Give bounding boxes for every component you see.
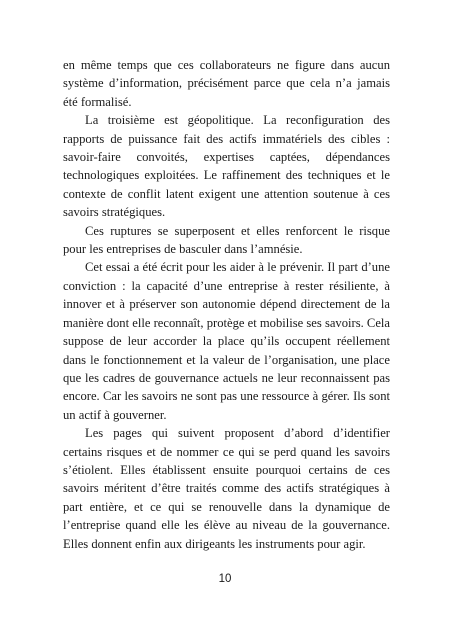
- paragraph-outline: Les pages qui suivent proposent d’abord d’identifier certains risques et de nommer ce qui se perd quand les savoirs s’étiolent. Elles établissent ensuite pourquoi certains de ces savoirs méritent d’être traités comme des actifs stratégiques à part entière, et ce qui se renouvelle dans la dynamique de l’entreprise quand elle les élève au niveau de la gouvernance. Elles donnent enfin aux dirigeants les instruments pour agir.: [63, 426, 390, 551]
- body-text: [63, 56, 390, 553]
- paragraph-continuation: en même temps que ces collaborateurs ne figure dans aucun système d’information, précisément parce que cela n’a jamais été formalisé.: [63, 58, 390, 109]
- paragraph-geopolitics: La troisième est géopolitique. La reconfiguration des rapports de puissance fait des actifs immatériels des cibles : savoir-faire convoités, expertises captées, dépendances technologiques exploitées. Le raffinement des techniques et le contexte de conflit latent exigent une attention soutenue à ces savoirs stratégiques.: [63, 113, 390, 220]
- page-number: 10: [218, 573, 232, 585]
- paragraph-essay-purpose: Cet essai a été écrit pour les aider à le prévenir. Il part d’une conviction : la capacité d’une entreprise à rester résiliente, à innover et à préserver son autonomie dépend directement de la manière dont elle reconnaît, protège et mobilise ses savoirs. Cela suppose de leur accorder la place qu’ils occupent réellement dans le fonctionnement et la valeur de l’organisation, une place que les cadres de gouvernance actuels ne leur reconnaissent pas encore. Car les savoirs ne sont pas une ressource à gérer. Ils sont un actif à gouverner.: [63, 260, 390, 422]
- paragraph-ruptures: Ces ruptures se superposent et elles renforcent le risque pour les entreprises de basculer dans l’amnésie.: [63, 223, 390, 257]
